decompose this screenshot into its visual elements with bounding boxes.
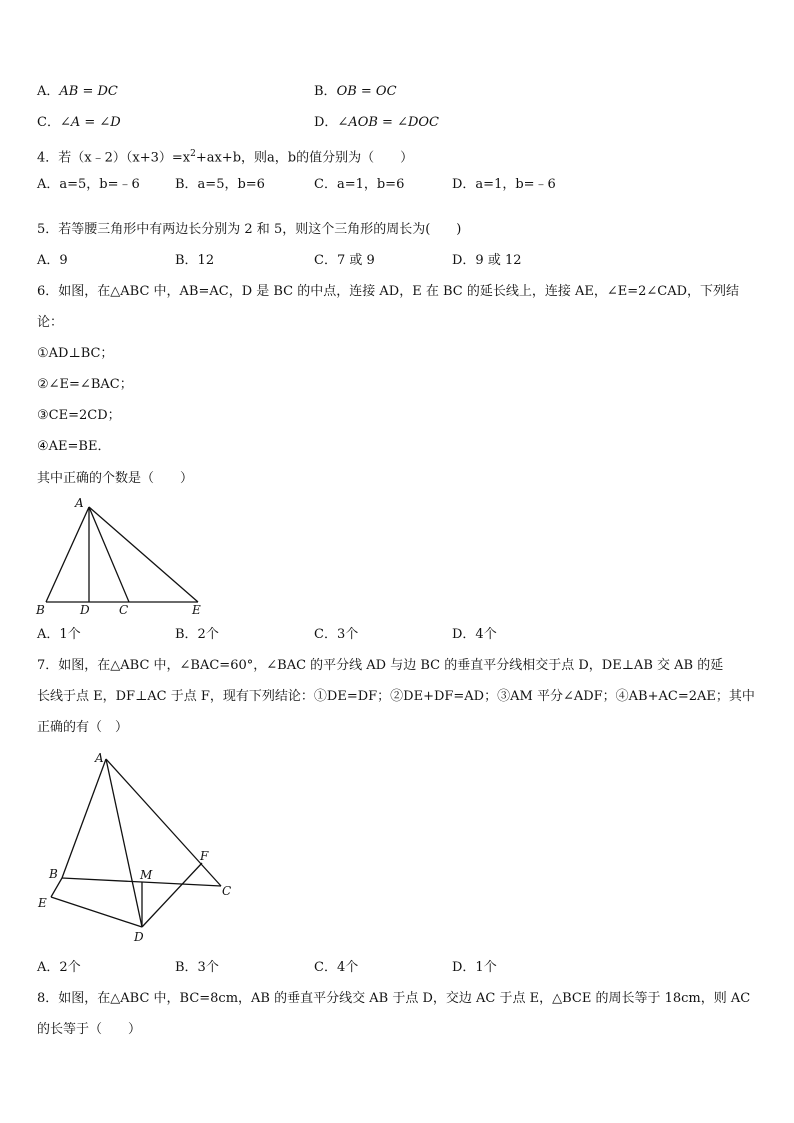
- q6-option-d: D．4个: [452, 627, 497, 642]
- q6-label-c: C: [119, 603, 129, 617]
- q3-option-b: B．OB = OC: [314, 84, 397, 99]
- q4-option-c: C．a=1，b=6: [314, 177, 405, 192]
- q3-option-d: D．∠AOB = ∠DOC: [314, 115, 440, 130]
- q7-label-d: D: [134, 930, 144, 944]
- q5-option-b: B．12: [175, 253, 215, 268]
- q6-label-d: D: [80, 603, 90, 617]
- q7-option-d: D．1个: [452, 960, 497, 975]
- q6-option-a: A．1个: [37, 627, 81, 642]
- q7-label-e: E: [38, 896, 47, 910]
- q6-conclusion-1: ①AD⊥BC；: [37, 346, 114, 361]
- q6-option-b: B．2个: [175, 627, 219, 642]
- q6-stem-line1: 6．如图，在△ABC 中，AB=AC，D 是 BC 的中点，连接 AD，E 在 BC 的延长线上，连接 AE，∠E=2∠CAD，下列结: [37, 284, 740, 299]
- q6-conclusion-2: ②∠E=∠BAC；: [37, 377, 133, 392]
- q4-option-a: A．a=5，b=﹣6: [37, 177, 140, 192]
- q5-option-d: D．9 或 12: [452, 253, 522, 268]
- q7-stem-line3: 正确的有（ ）: [37, 720, 129, 735]
- q3-option-a: A．AB = DC: [37, 84, 118, 99]
- q3-option-c: C．∠A = ∠D: [37, 115, 121, 130]
- q7-label-b: B: [49, 867, 58, 881]
- q5-option-a: A．9: [37, 253, 68, 268]
- q7-label-m: M: [140, 868, 153, 882]
- q7-stem-line1: 7．如图，在△ABC 中，∠BAC=60°，∠BAC 的平分线 AD 与边 BC 的垂直平分线相交于点 D，DE⊥AB 交 AB 的延: [37, 658, 724, 673]
- q7-option-c: C．4个: [314, 960, 359, 975]
- q5-stem: 5．若等腰三角形中有两边长分别为 2 和 5，则这个三角形的周长为( ): [37, 222, 462, 237]
- q7-label-f: F: [200, 849, 209, 863]
- q6-stem-line2: 论：: [37, 315, 64, 330]
- q6-label-a: A: [75, 496, 84, 510]
- q7-label-c: C: [222, 884, 232, 898]
- q4-stem: 4．若$(x﹣2)(x+3)=x^2+ax+b$，则a，b的值分别为（ ）: [37, 149, 414, 166]
- q8-stem-line1: 8．如图，在△ABC 中，BC=8cm，AB 的垂直平分线交 AB 于点 D，交边 AC 于点 E，△BCE 的周长等于 18cm，则 AC: [37, 991, 751, 1006]
- q6-label-b: B: [36, 603, 45, 617]
- q7-stem-line2: 长线于点 E，DF⊥AC 于点 F，现有下列结论：①DE=DF；②DE+DF=AD；③AM 平分∠ADF；④AB+AC=2AE；其中: [37, 689, 755, 704]
- q7-label-a: A: [95, 751, 104, 765]
- q4-option-d: D．a=1，b=﹣6: [452, 177, 556, 192]
- q6-conclusion-3: ③CE=2CD；: [37, 408, 121, 423]
- q7-option-a: A．2个: [37, 960, 81, 975]
- q4-option-b: B．a=5，b=6: [175, 177, 265, 192]
- q5-option-c: C．7 或 9: [314, 253, 375, 268]
- q6-question: 其中正确的个数是（ ）: [37, 471, 194, 486]
- q6-conclusion-4: ④AE=BE．: [37, 439, 111, 454]
- q7-option-b: B．3个: [175, 960, 219, 975]
- q8-stem-line2: 的长等于（ ）: [37, 1022, 142, 1037]
- q6-option-c: C．3个: [314, 627, 359, 642]
- q6-label-e: E: [192, 603, 201, 617]
